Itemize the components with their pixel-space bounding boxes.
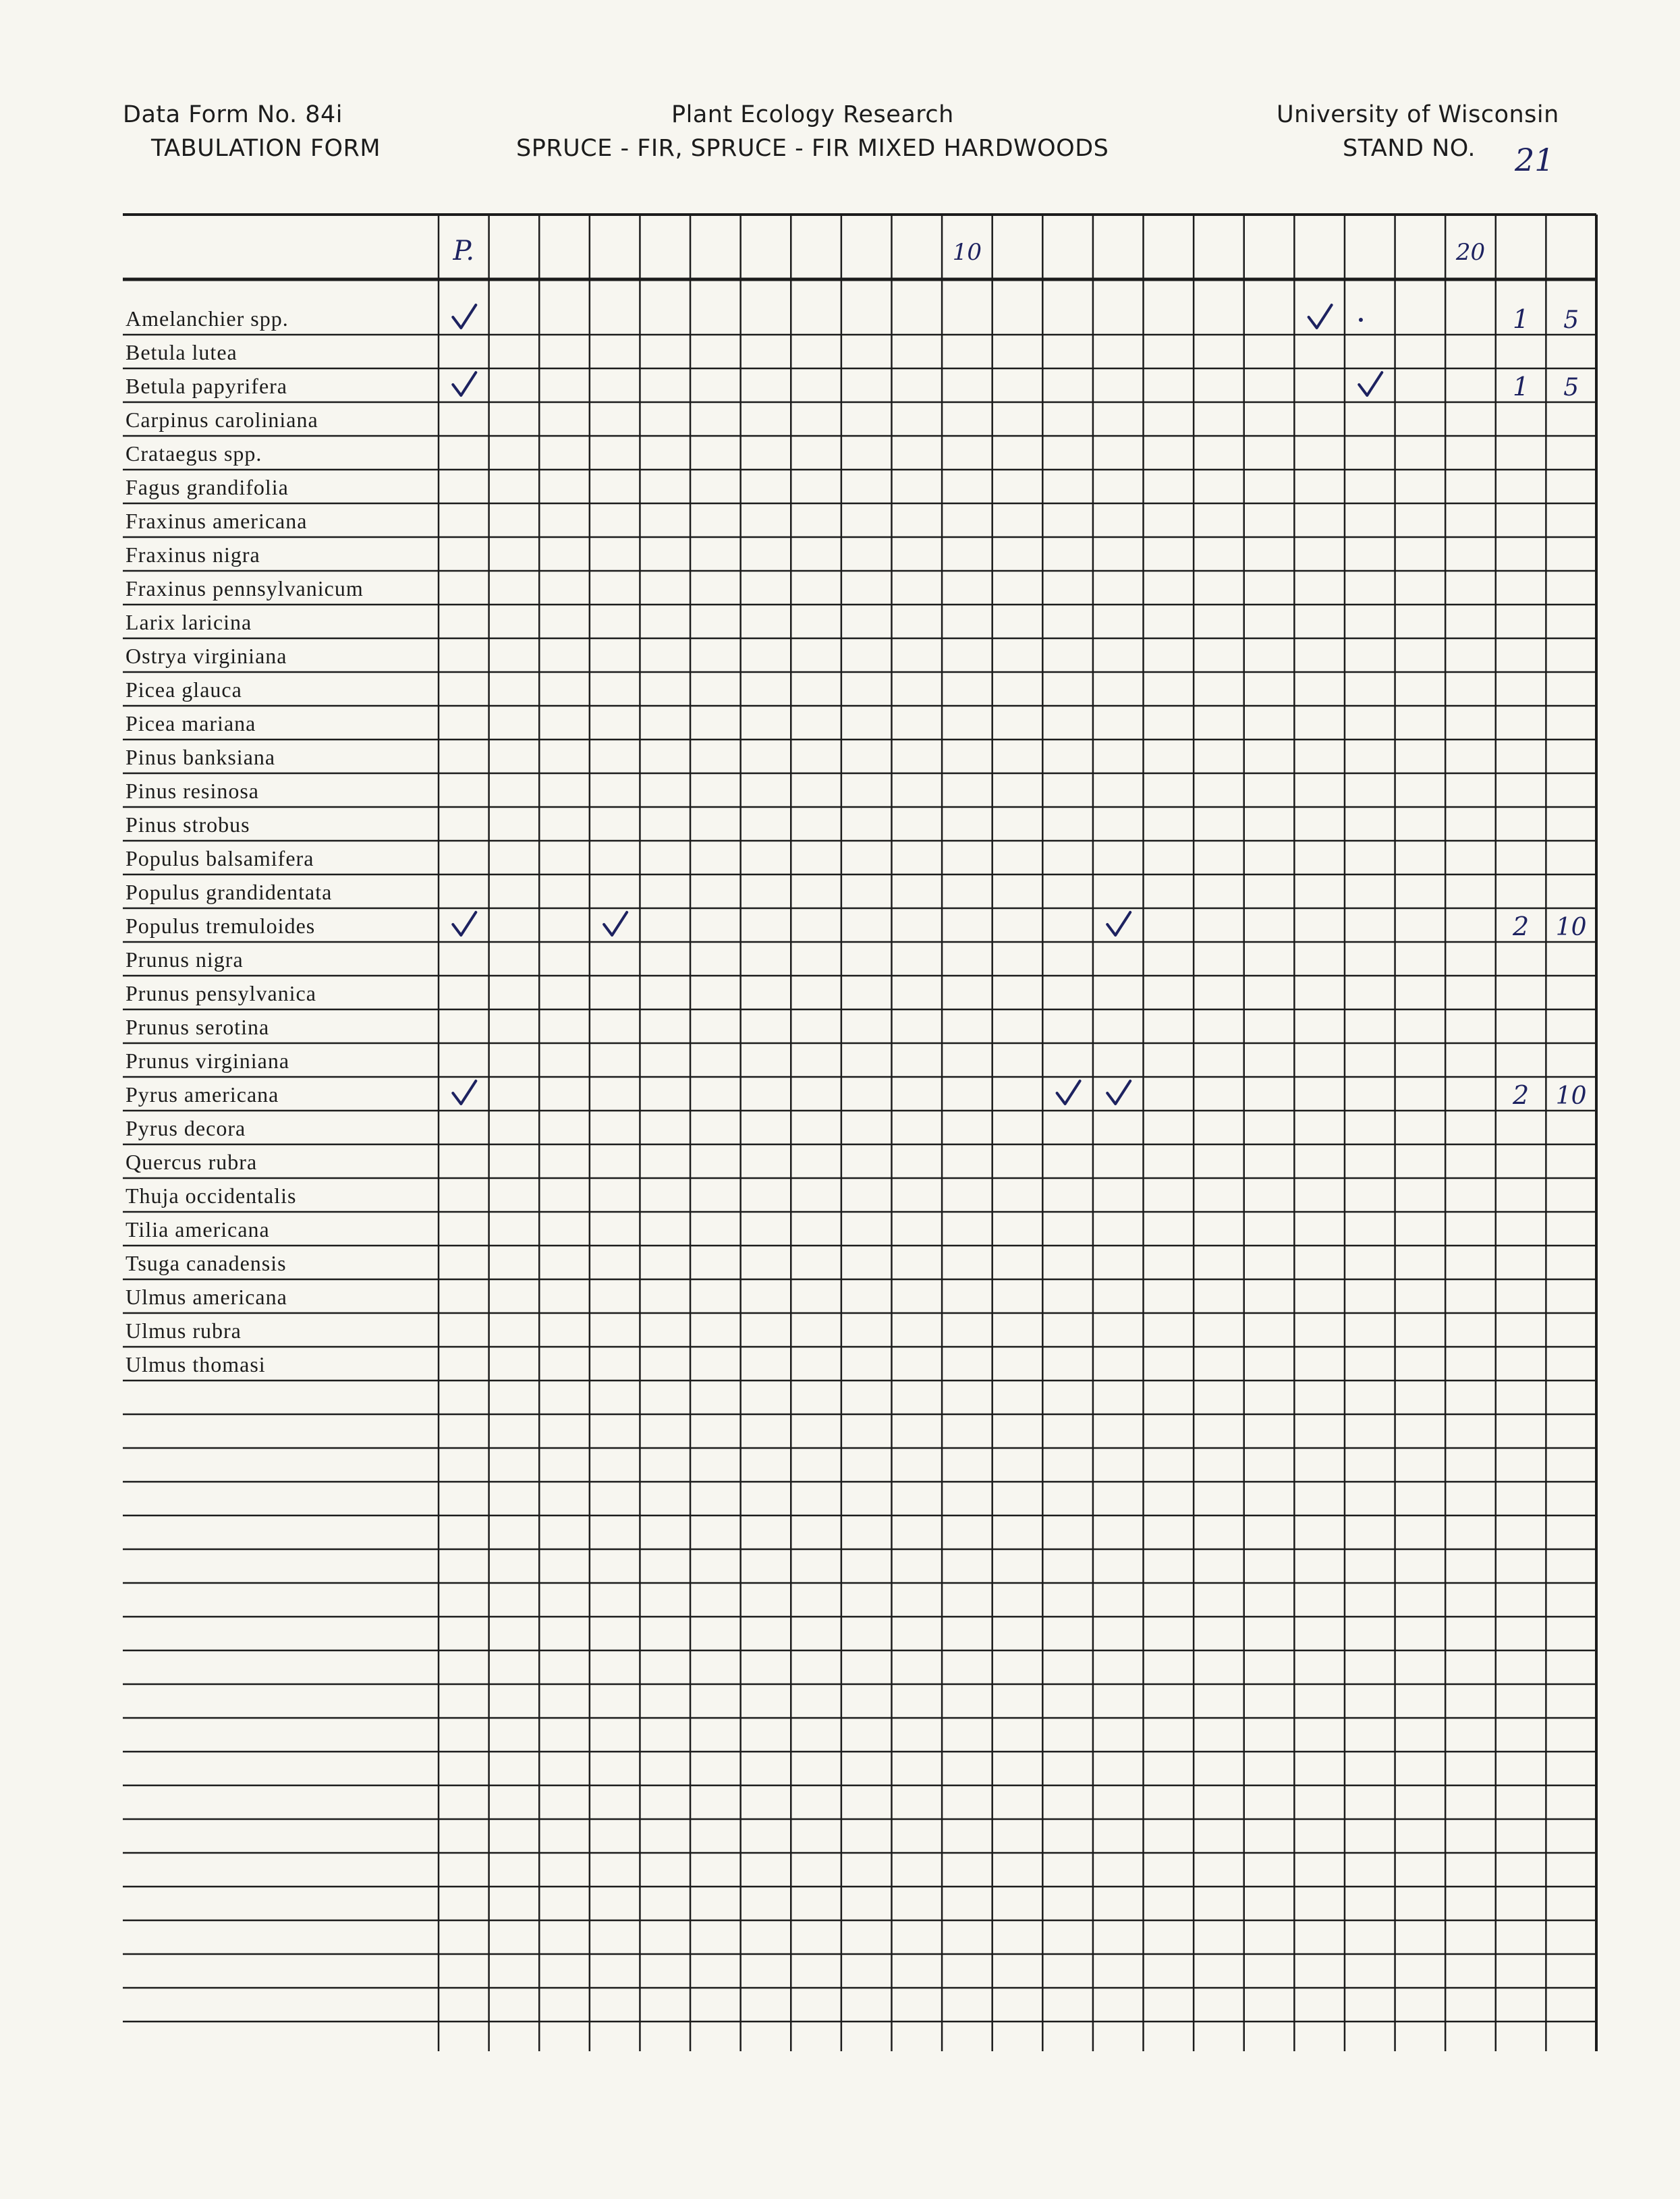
species-name: Fraxinus americana [125,509,308,533]
species-name: Tilia americana [125,1217,270,1242]
total-value: 10 [1555,1082,1587,1110]
species-name: Pinus resinosa [125,779,259,803]
stand-number-value: 21 [1515,142,1555,178]
species-name: Fraxinus nigra [125,542,260,567]
column-10-label: 10 [952,239,982,266]
count-value: 1 [1512,372,1530,401]
species-name: Fagus grandifolia [125,475,289,499]
species-name: Quercus rubra [125,1150,258,1174]
species-name: Larix laricina [125,610,252,634]
count-value: 1 [1512,304,1530,334]
form-type: TABULATION FORM [151,135,381,162]
column-20-label: 20 [1455,239,1486,266]
species-name: Prunus virginiana [125,1049,290,1073]
total-value: 5 [1563,374,1579,401]
check-mark [453,1081,476,1104]
species-name: Prunus nigra [125,947,244,972]
check-mark [453,372,476,395]
dot-mark [1359,318,1363,322]
species-name: Crataegus spp. [125,441,262,466]
species-name: Populus grandidentata [125,880,333,904]
check-mark [1107,1081,1130,1104]
species-name: Ostrya virginiana [125,644,287,668]
stand-number-label: STAND NO. [1343,135,1476,162]
species-name: Pinus strobus [125,812,250,837]
species-name: Prunus pensylvanica [125,981,316,1005]
research-title: Plant Ecology Research [671,101,954,128]
species-name: Populus balsamifera [125,846,314,870]
column-p-label: P. [453,235,475,267]
species-name: Tsuga canadensis [125,1251,287,1275]
check-mark [1107,912,1130,935]
species-name: Pyrus americana [125,1082,279,1107]
species-name: Ulmus americana [125,1285,287,1309]
forest-type-title: SPRUCE - FIR, SPRUCE - FIR MIXED HARDWOODS [516,135,1109,162]
count-value: 2 [1512,1080,1530,1110]
species-name: Ulmus rubra [125,1318,242,1343]
species-name: Picea glauca [125,677,242,702]
check-mark [604,912,627,935]
check-mark [1309,305,1332,328]
form-number: Data Form No. 84i [123,101,343,128]
species-name: Populus tremuloides [125,914,316,938]
count-value: 2 [1512,912,1530,941]
species-name: Betula papyrifera [125,374,287,398]
check-mark [1359,372,1382,395]
check-mark [453,912,476,935]
institution-name: University of Wisconsin [1277,101,1559,128]
species-name: Pinus banksiana [125,745,276,769]
total-value: 5 [1563,306,1579,334]
species-name: Fraxinus pennsylvanicum [125,576,364,601]
species-name: Thuja occidentalis [125,1184,297,1208]
species-name: Pyrus decora [125,1116,246,1140]
check-mark [1057,1081,1080,1104]
species-name: Amelanchier spp. [125,306,289,331]
species-name: Carpinus caroliniana [125,408,318,432]
species-name: Betula lutea [125,340,237,364]
total-value: 10 [1555,914,1587,941]
check-mark [453,305,476,328]
species-name: Picea mariana [125,711,256,735]
species-name: Prunus serotina [125,1015,270,1039]
species-name: Ulmus thomasi [125,1352,266,1376]
